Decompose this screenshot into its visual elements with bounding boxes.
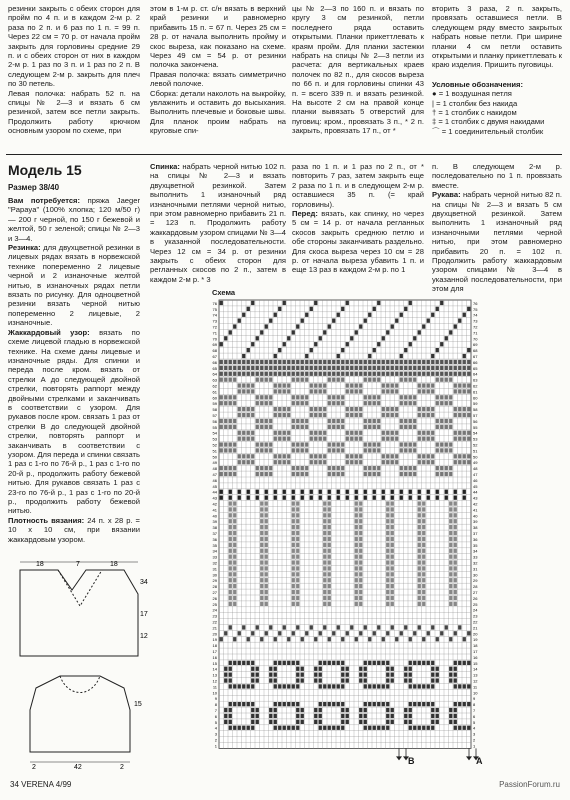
- row-number: 19: [473, 637, 478, 643]
- label: Рукава:: [432, 190, 461, 200]
- row-number: 28: [212, 584, 217, 590]
- row-number: 46: [473, 477, 478, 483]
- row-number: 56: [212, 418, 217, 424]
- row-number: 37: [473, 531, 478, 536]
- row-number: 22: [473, 619, 478, 625]
- row-number: 25: [212, 601, 217, 607]
- model-size: Размер 38/40: [8, 183, 60, 192]
- dimension-label: 18: [110, 561, 118, 568]
- row-number: 31: [212, 566, 217, 572]
- row-number: 69: [473, 342, 478, 348]
- row-number: 73: [212, 318, 217, 324]
- row-number: 40: [212, 513, 217, 519]
- row-number: 39: [473, 519, 478, 525]
- row-number: 14: [212, 666, 217, 672]
- row-number: 29: [473, 578, 478, 584]
- row-number: 34: [212, 548, 217, 554]
- row-number: 30: [473, 572, 478, 578]
- row-number: 68: [212, 348, 217, 354]
- paragraph: резинки закрыть с обеих сторон для пройм по 4 п. и в каждом 2-м р. 2 раза по 2 п. и 6 раз по 1 п. = 99 п. Через 22 см = 70 р. от начала пройм закрыть для горловины средние 29 п. и с обеих сторон от них в каждом 2-м р. 1 раз по 3 п. и 1 раз по 2 п. В следующем 2-м р. закрыть для плеч по 30 петель.: [8, 4, 140, 89]
- row-number: 76: [473, 300, 478, 306]
- row-number: 75: [473, 306, 478, 312]
- paragraph: раза по 1 п. и 1 раз по 2 п., от * повторить 7 раз, затем закрыть еще 2 раза по 1 п. и в следующем 2-м р. оставшиеся 35 п. (= край горловины).: [292, 162, 424, 209]
- text-column-2: [150, 4, 286, 136]
- row-number: 27: [473, 590, 478, 595]
- row-number: 11: [473, 684, 478, 690]
- row-number: 4: [473, 725, 476, 731]
- row-number: 57: [473, 413, 478, 418]
- row-number: 74: [473, 312, 478, 318]
- row-number: 12: [212, 678, 217, 684]
- paragraph: пряжа Jaeger "Papaya" (100% хлопка; 120 м/50 г) — 200 г черной, по 150 г бежевой и желтой, 50 г зеленой; спицы № 2—3 и 3—4.: [8, 196, 140, 243]
- model-column-4: [432, 162, 562, 294]
- row-number: 32: [473, 560, 478, 566]
- dimension-label: 18: [36, 561, 44, 568]
- row-number: 62: [473, 383, 478, 389]
- arrow-b-label: B: [408, 756, 415, 766]
- row-number: 73: [473, 318, 478, 324]
- row-number: 60: [473, 395, 478, 401]
- row-number: 7: [214, 708, 217, 713]
- row-number: 70: [473, 336, 478, 342]
- row-number: 3: [214, 731, 217, 737]
- row-number: 64: [473, 371, 478, 377]
- row-number: 20: [212, 631, 217, 637]
- row-number: 54: [473, 430, 478, 436]
- row-number: 21: [212, 625, 217, 631]
- row-number: 10: [473, 690, 478, 696]
- row-number: 57: [212, 413, 217, 418]
- row-number: 65: [212, 365, 217, 371]
- row-number: 38: [212, 525, 217, 531]
- label: Плотность вязания:: [8, 515, 85, 525]
- section-divider: [6, 154, 562, 155]
- row-number: 67: [473, 354, 478, 359]
- row-number: 43: [473, 495, 478, 501]
- row-number: 8: [214, 702, 217, 708]
- row-number: 42: [473, 501, 478, 507]
- garment-schematic-sleeve: [10, 670, 150, 770]
- row-number: 74: [212, 312, 217, 318]
- legend-item: ‡ = 1 столбик с двумя накидами: [432, 117, 545, 127]
- row-number: 33: [212, 554, 217, 560]
- row-number: 19: [212, 637, 217, 643]
- row-number: 50: [212, 454, 217, 460]
- row-number: 13: [212, 672, 217, 678]
- garment-schematic-body: [10, 556, 150, 666]
- row-number: 32: [212, 560, 217, 566]
- legend-item: ⌒ = 1 соединительный столбик: [432, 126, 544, 136]
- legend-title: Условные обозначения:: [432, 79, 524, 89]
- model-title: Модель 15: [8, 162, 82, 178]
- row-number: 27: [212, 590, 217, 595]
- row-number: 16: [212, 654, 217, 660]
- dimension-label: 2: [120, 764, 124, 770]
- row-number: 36: [212, 536, 217, 542]
- row-number: 54: [212, 430, 217, 436]
- row-number: 47: [473, 472, 478, 477]
- row-number: 60: [212, 395, 217, 401]
- paragraph: 24 п. x 28 р. = 10 x 10 см, при вязании жаккардовым узором.: [8, 515, 140, 544]
- paragraph: Левая полочка: набрать 52 п. на спицы № 2—3 и вязать 6 см резинкой, затем все петли закрыть. Продолжить работу крючком основным узором по схеме, при: [8, 88, 140, 136]
- row-number: 18: [212, 643, 217, 649]
- row-number: 22: [212, 619, 217, 625]
- row-number: 45: [212, 483, 217, 489]
- row-number: 23: [212, 613, 217, 619]
- row-number: 41: [212, 507, 217, 513]
- row-number: 66: [212, 359, 217, 365]
- row-number: 26: [473, 595, 478, 601]
- row-number: 49: [212, 460, 217, 466]
- paragraph: Сборка: детали наколоть на выкройку, увлажнить и оставить до высыхания. Выполнить плечевые и боковые швы. Для планок проим набрать на круговые спи-: [150, 88, 286, 136]
- row-number: 75: [212, 306, 217, 312]
- row-number: 28: [473, 584, 478, 590]
- legend-item: ● = 1 воздушная петля: [432, 89, 512, 99]
- row-number: 58: [212, 407, 217, 413]
- row-number: 17: [212, 649, 217, 654]
- row-number: 53: [212, 436, 217, 442]
- paragraph: для двухцветной резинки в лицевых рядах вязать в норвежской технике попеременно 2 лицевые черной и 2 изнаночные желтой нитью, в изнаночных рядах петли вязать по рисунку. Для одноцветной резинки вязать черной нитью попеременно 2 лицевые, 2 изнаночные.: [8, 243, 140, 328]
- row-number: 40: [473, 513, 478, 519]
- row-number: 11: [212, 684, 217, 690]
- row-number: 44: [212, 489, 217, 495]
- row-number: 23: [473, 613, 478, 619]
- row-number: 62: [212, 383, 217, 389]
- row-number: 3: [473, 731, 476, 737]
- row-number: 4: [214, 725, 217, 731]
- dimension-label: 12: [140, 633, 148, 640]
- row-number: 55: [212, 424, 217, 430]
- row-number: 63: [212, 377, 217, 383]
- row-number: 29: [212, 578, 217, 584]
- schema-label: Схема: [212, 288, 236, 297]
- row-number: 1: [214, 743, 217, 749]
- paragraph: п. В следующем 2-м р. последовательно по 1 п. провязать вместе.: [432, 162, 562, 190]
- row-number: 70: [212, 336, 217, 342]
- row-number: 59: [473, 401, 478, 407]
- row-number: 24: [212, 607, 217, 613]
- row-number: 52: [212, 442, 217, 448]
- row-number: 59: [212, 401, 217, 407]
- row-number: 35: [212, 542, 217, 548]
- row-number: 58: [473, 407, 478, 413]
- row-number: 39: [212, 519, 217, 525]
- paragraph: цы № 2—3 по 160 п. и вязать по кругу 3 см резинкой, петли последнего ряда оставить открытыми. Планки прикеттлевать к краям пройм. Для планки застежки набрать на спицы № 2—3 петли из расчета: для вертикальных краев полочек по 82 п., для скосов выреза по 66 п. и для горловины спинки 43 п. = всего 339 п. и вязать резинкой. На высоте 2 см на правой конце планки вывязать 5 отверстий для пуговиц: кром., провязать 3 п., * 2 п. закрыть, провязать 17 п., от *: [292, 4, 424, 136]
- row-number: 33: [473, 554, 478, 560]
- row-number: 8: [473, 702, 476, 708]
- row-number: 6: [214, 713, 217, 719]
- row-number: 63: [473, 377, 478, 383]
- row-number: 5: [214, 719, 217, 725]
- row-number: 6: [473, 713, 476, 719]
- dimension-label: 15: [134, 701, 142, 708]
- row-number: 71: [473, 330, 478, 336]
- row-number: 65: [473, 365, 478, 371]
- paragraph: вязать, как спинку, но через 5 см = 14 р. от начала регланных скосов закрыть среднюю петлю и обе стороны заканчивать раздельно. Для скоса выреза через 10 см = 28 р. от начала выреза убавить 1 п. и еще 13 раз в каждом 2-м р. по 1: [292, 209, 424, 275]
- row-number: 38: [473, 525, 478, 531]
- row-number: 7: [473, 708, 476, 713]
- row-number: 45: [473, 483, 478, 489]
- row-number: 16: [473, 654, 478, 660]
- row-number: 9: [473, 696, 476, 702]
- row-number: 61: [473, 389, 478, 395]
- label: Резинка:: [8, 243, 41, 253]
- row-number: 71: [212, 330, 217, 336]
- page-footer-left: 34 VERENA 4/99: [10, 780, 72, 789]
- row-number: 48: [473, 466, 478, 472]
- row-number: 36: [473, 536, 478, 542]
- knitting-chart: [205, 296, 495, 766]
- dimension-label: 34: [140, 579, 148, 586]
- arrow-a-label: A: [476, 756, 483, 766]
- row-number: 34: [473, 548, 478, 554]
- row-number: 69: [212, 342, 217, 348]
- row-number: 26: [212, 595, 217, 601]
- paragraph: этом в 1-м р. ст. с/н вязать в верхний край резинки и равномерно прибавить 15 п. = 67 п. Через 25 см = 28 р. от начала выполнить пройму и скос выреза, как показано на схеме. Через 49 см = 54 р. от резинки полочка закончена.: [150, 4, 286, 70]
- row-number: 43: [212, 495, 217, 501]
- row-number: 17: [473, 649, 478, 654]
- text-column-1: [8, 4, 140, 136]
- dimension-label: 7: [76, 561, 80, 568]
- text-column-4: [432, 4, 562, 136]
- row-number: 68: [473, 348, 478, 354]
- row-number: 15: [473, 660, 478, 666]
- paragraph: набрать черной нитью 82 п. на спицы № 2—3 и вязать 5 см двухцветной резинкой. Затем выполнить 1 изнаночный ряд изнаночными петлями черной нитью, при этом равномерно прибавить 20 п. = 102 п. Продолжить работу жаккардовым узором спицами № 3—4 в указанной последовательности, при этом для: [432, 190, 562, 294]
- model-column-1: [8, 196, 140, 544]
- row-number: 18: [473, 643, 478, 649]
- row-number: 55: [473, 424, 478, 430]
- row-number: 56: [473, 418, 478, 424]
- text-column-3: [292, 4, 424, 136]
- legend-item: † = 1 столбик с накидом: [432, 108, 517, 118]
- label: Жаккардовый узор:: [8, 327, 90, 337]
- row-number: 44: [473, 489, 478, 495]
- dimension-label: 42: [74, 764, 82, 770]
- paragraph: набрать черной нитью 102 п. на спицы № 2—3 и вязать двухцветной резинкой. Затем выполнить 1 изнаночный ряд изнаночными петлями черной нитью, при этом равномерно прибавить 21 п. = 123 п. Продолжить работу жаккардовым узором спицами № 3—4 в указанной последовательности. Через 12 см = 34 р. от резинки закрыть с обеих сторон для регланных скосов по 2 п., затем в каждом 2-м р. * 3: [150, 162, 286, 284]
- label: Вам потребуется:: [8, 196, 81, 205]
- row-number: 31: [473, 566, 478, 572]
- row-number: 14: [473, 666, 478, 672]
- row-number: 53: [473, 436, 478, 442]
- row-number: 51: [473, 448, 478, 454]
- row-number: 64: [212, 371, 217, 377]
- dimension-label: 17: [140, 611, 148, 618]
- row-number: 13: [473, 672, 478, 678]
- label: Перед:: [292, 209, 318, 219]
- row-number: 67: [212, 354, 217, 359]
- row-number: 37: [212, 531, 217, 536]
- row-number: 48: [212, 466, 217, 472]
- row-number: 1: [473, 743, 476, 749]
- row-number: 76: [212, 300, 217, 306]
- row-number: 21: [473, 625, 478, 631]
- label: Спинка:: [150, 162, 180, 171]
- row-number: 61: [212, 389, 217, 395]
- row-number: 50: [473, 454, 478, 460]
- row-number: 51: [212, 448, 217, 454]
- row-number: 9: [214, 696, 217, 702]
- row-number: 35: [473, 542, 478, 548]
- model-column-3: [292, 162, 424, 275]
- row-number: 46: [212, 477, 217, 483]
- row-number: 30: [212, 572, 217, 578]
- row-number: 66: [473, 359, 478, 365]
- row-number: 12: [473, 678, 478, 684]
- paragraph: вязать по схеме лицевой гладью в норвежской технике. На схеме даны лицевые и изнаночные ряды. Для спинки и переда после кром. вязать от стрелки А до следующей двойной стрелки, повторять раппорт между двойными стрелками и заканчивать в соответствии с узором. Для рукавов после кром. связать 1 раз от стрелки В до следующей двойной стрелки, повторять раппорт и заканчивать в соответствии с узором. Для переда и спинки связать 1 раз с 1-го по 76-й р., 1 раз с 1-го по 20-й р., продолжить работу бежевой нитью. Для рукавов связать 1 раз с 23-го по 76-й р., 1 раз с 1-го по 20-й р., продолжить работу бежевой нитью.: [8, 327, 140, 516]
- row-number: 20: [473, 631, 478, 637]
- row-number: 2: [214, 737, 217, 743]
- row-number: 47: [212, 472, 217, 477]
- dimension-label: 2: [32, 764, 36, 770]
- row-number: 49: [473, 460, 478, 466]
- row-number: 72: [212, 324, 217, 330]
- row-number: 24: [473, 607, 478, 613]
- row-number: 42: [212, 501, 217, 507]
- row-number: 10: [212, 690, 217, 696]
- row-number: 52: [473, 442, 478, 448]
- row-number: 2: [473, 737, 476, 743]
- row-number: 72: [473, 324, 478, 330]
- paragraph: Правая полочка: вязать симметрично левой полочке.: [150, 69, 286, 89]
- page-footer-right: PassionForum.ru: [499, 780, 560, 789]
- row-number: 15: [212, 660, 217, 666]
- row-number: 5: [473, 719, 476, 725]
- model-column-2: [150, 162, 286, 284]
- legend-item: | = 1 столбик без накида: [432, 98, 518, 108]
- paragraph: вторить 3 раза, 2 п. закрыть, провязать оставшиеся петли. В следующем ряду вместо закрытых набрать новые петли. При ширине планки 4 см петли оставить открытыми и планку прикеттлевать к краю изделия. Пришить пуговицы.: [432, 4, 562, 70]
- row-number: 25: [473, 601, 478, 607]
- row-number: 41: [473, 507, 478, 513]
